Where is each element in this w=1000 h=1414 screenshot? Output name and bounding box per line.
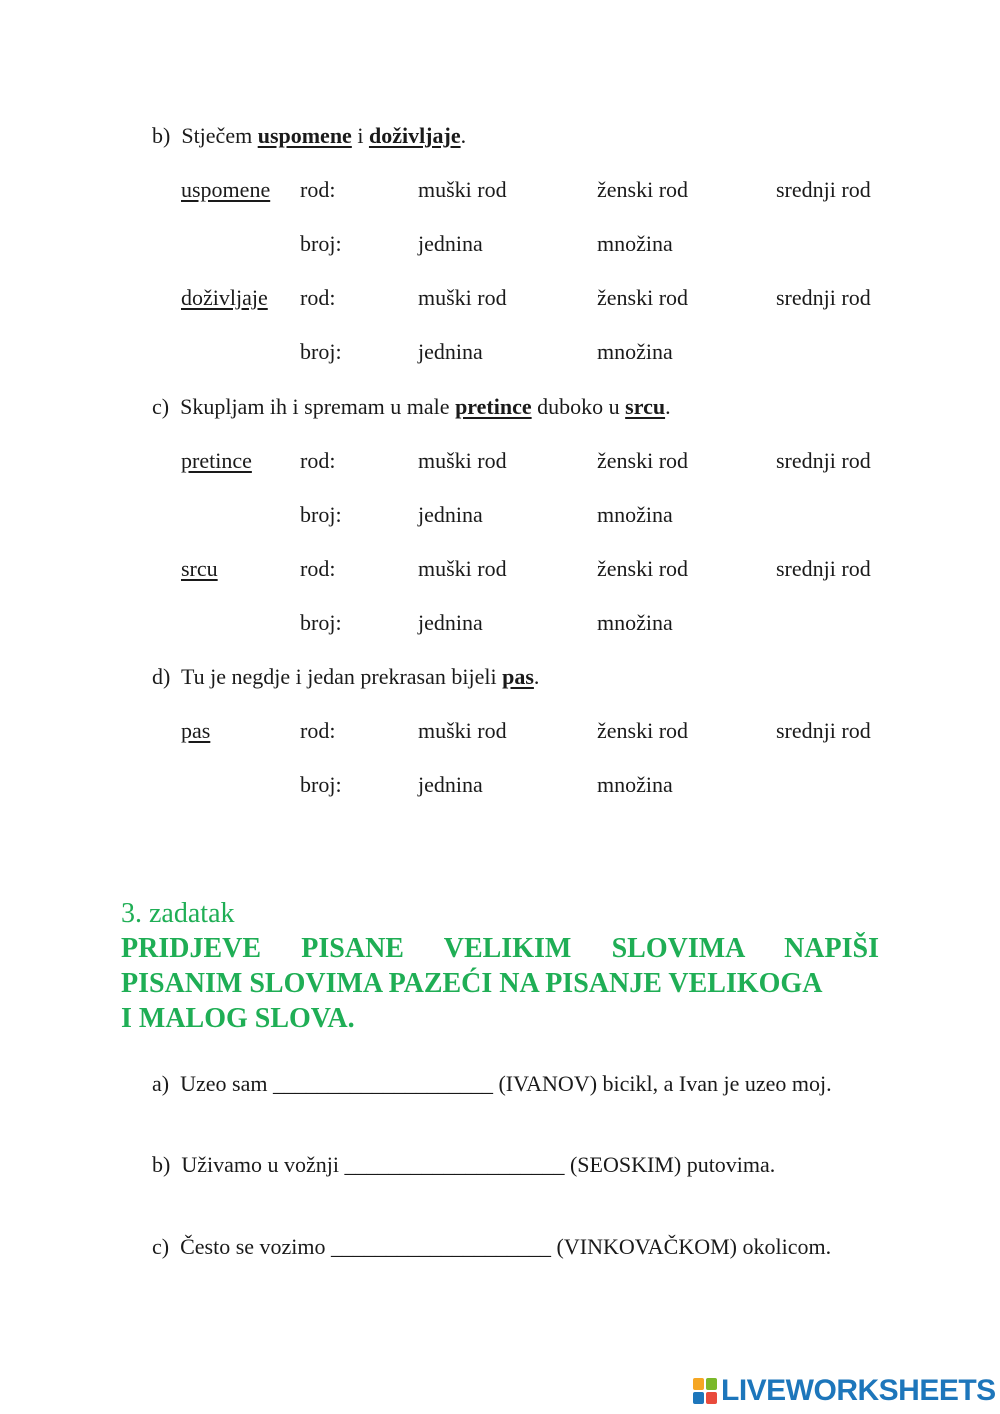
option-muski-rod[interactable]: muški rod — [418, 448, 507, 473]
option-zenski-rod[interactable]: ženski rod — [597, 177, 689, 202]
option-muski-rod[interactable]: muški rod — [418, 177, 507, 202]
option-mnozina[interactable]: množina — [597, 772, 673, 797]
broj-label: broj: — [300, 231, 342, 256]
logo-mark-icon — [693, 1378, 717, 1404]
noun-label: srcu — [181, 556, 218, 581]
rod-label: rod: — [300, 718, 336, 743]
option-srednji-rod[interactable]: srednji rod — [776, 556, 871, 581]
task-b-sentence: b) Stječem uspomene i doživljaje. — [152, 123, 467, 148]
task3-instruction-line2: PISANIM SLOVIMA PAZEĆI NA PISANJE VELIKOGA — [121, 968, 823, 999]
option-jednina[interactable]: jednina — [418, 610, 483, 635]
task-d-sentence: d) Tu je negdje i jedan prekrasan bijeli pas. — [152, 664, 540, 689]
broj-label: broj: — [300, 772, 342, 797]
option-zenski-rod[interactable]: ženski rod — [597, 718, 689, 743]
noun-label: pas — [181, 718, 211, 743]
option-mnozina[interactable]: množina — [597, 502, 673, 527]
task3-heading — [121, 896, 879, 1036]
noun-label: doživljaje — [181, 285, 268, 310]
task3-item-b: b) Uživamo u vožnji ____________________ (SEOSKIM) putovima. — [152, 1152, 776, 1177]
option-mnozina[interactable]: množina — [597, 339, 673, 364]
rod-label: rod: — [300, 556, 336, 581]
option-srednji-rod[interactable]: srednji rod — [776, 718, 871, 743]
rod-label: rod: — [300, 285, 336, 310]
option-srednji-rod[interactable]: srednji rod — [776, 177, 871, 202]
rod-label: rod: — [300, 177, 336, 202]
task3-item-a: a) Uzeo sam ____________________ (IVANOV) bicikl, a Ivan je uzeo moj. — [152, 1071, 832, 1096]
option-zenski-rod[interactable]: ženski rod — [597, 556, 689, 581]
liveworksheets-logo — [693, 1374, 996, 1408]
logo-text: LIVEWORKSHEETS — [721, 1374, 996, 1407]
broj-label: broj: — [300, 339, 342, 364]
noun-label: uspomene — [181, 177, 271, 202]
option-mnozina[interactable]: množina — [597, 231, 673, 256]
option-srednji-rod[interactable]: srednji rod — [776, 285, 871, 310]
option-jednina[interactable]: jednina — [418, 339, 483, 364]
option-jednina[interactable]: jednina — [418, 772, 483, 797]
option-muski-rod[interactable]: muški rod — [418, 285, 507, 310]
option-mnozina[interactable]: množina — [597, 610, 673, 635]
task3-number: 3. zadatak — [121, 898, 235, 929]
broj-label: broj: — [300, 610, 342, 635]
answer-blank[interactable]: ____________________ — [272, 1071, 493, 1096]
answer-blank[interactable]: ____________________ — [331, 1234, 552, 1259]
rod-label: rod: — [300, 448, 336, 473]
option-muski-rod[interactable]: muški rod — [418, 556, 507, 581]
option-muski-rod[interactable]: muški rod — [418, 718, 507, 743]
task-c-sentence: c) Skupljam ih i spremam u male pretince duboko u srcu. — [152, 394, 671, 419]
option-srednji-rod[interactable]: srednji rod — [776, 448, 871, 473]
option-jednina[interactable]: jednina — [418, 502, 483, 527]
task3-instruction-line1: PRIDJEVE PISANE VELIKIM SLOVIMA NAPIŠI — [121, 933, 879, 964]
noun-label: pretince — [181, 448, 252, 473]
task3-item-c: c) Često se vozimo ____________________ (VINKOVAČKOM) okolicom. — [152, 1234, 832, 1259]
broj-label: broj: — [300, 502, 342, 527]
option-zenski-rod[interactable]: ženski rod — [597, 285, 689, 310]
option-zenski-rod[interactable]: ženski rod — [597, 448, 689, 473]
task3-instruction-line3: I MALOG SLOVA. — [121, 1003, 355, 1034]
answer-blank[interactable]: ____________________ — [344, 1152, 565, 1177]
option-jednina[interactable]: jednina — [418, 231, 483, 256]
